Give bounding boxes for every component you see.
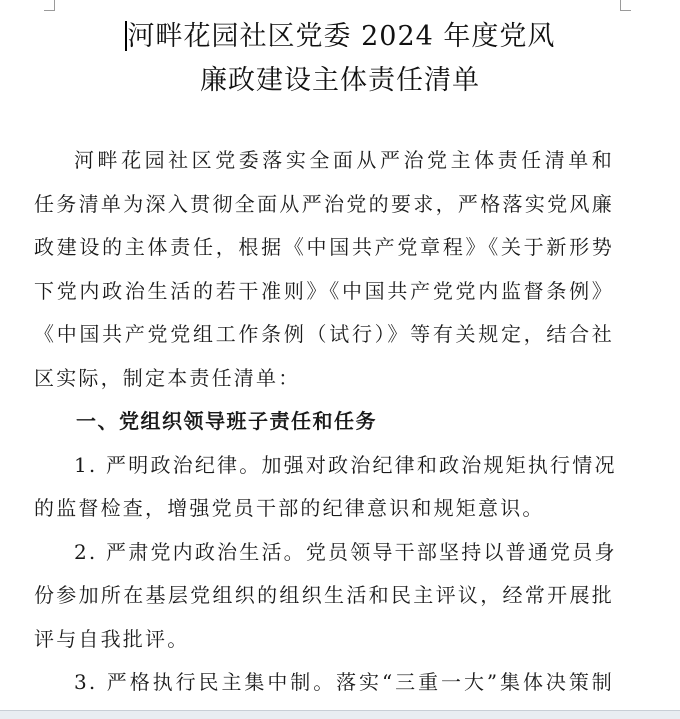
- intro-line-6: 区实际，制定本责任清单：: [34, 366, 301, 390]
- title-line-1-text: 河畔花园社区党委 2024 年度党风: [127, 21, 556, 52]
- intro-line-4: 下党内政治生活的若干准则》《中国共产党党内监督条例》: [34, 279, 614, 303]
- item-2-line-2: 份参加所在基层党组织的组织生活和民主评议，经常开展批: [34, 583, 614, 607]
- status-bar: [0, 710, 680, 719]
- item-3-line-1: 3. 严格执行民主集中制。落实“三重一大”集体决策制: [74, 670, 614, 694]
- section-1-heading: 一、党组织领导班子责任和任务: [76, 409, 377, 433]
- intro-line-5: 《中国共产党党组工作条例（试行）》等有关规定，结合社: [34, 322, 614, 346]
- text-cursor: [125, 21, 127, 51]
- intro-line-2: 任务清单为深入贯彻全面从严治党的要求，严格落实党风廉: [34, 192, 614, 216]
- document-title-line-1: [0, 14, 680, 53]
- page-margin-marker-left: [44, 0, 55, 11]
- item-2-line-1: 2. 严肃党内政治生活。党员领导干部坚持以普通党员身: [74, 540, 617, 564]
- intro-line-1: 河畔花园社区党委落实全面从严治党主体责任清单和: [74, 148, 614, 172]
- intro-line-3: 政建设的主体责任，根据《中国共产党章程》《关于新形势: [34, 235, 614, 259]
- document-title-line-2: 廉政建设主体责任清单: [200, 65, 480, 96]
- item-1-line-2: 的监督检查，增强党员干部的纪律意识和规矩意识。: [34, 496, 545, 520]
- page-margin-marker-right: [620, 0, 631, 11]
- item-1-line-1: 1. 严明政治纪律。加强对政治纪律和政治规矩执行情况: [74, 453, 617, 477]
- item-2-line-3: 评与自我批评。: [34, 627, 190, 651]
